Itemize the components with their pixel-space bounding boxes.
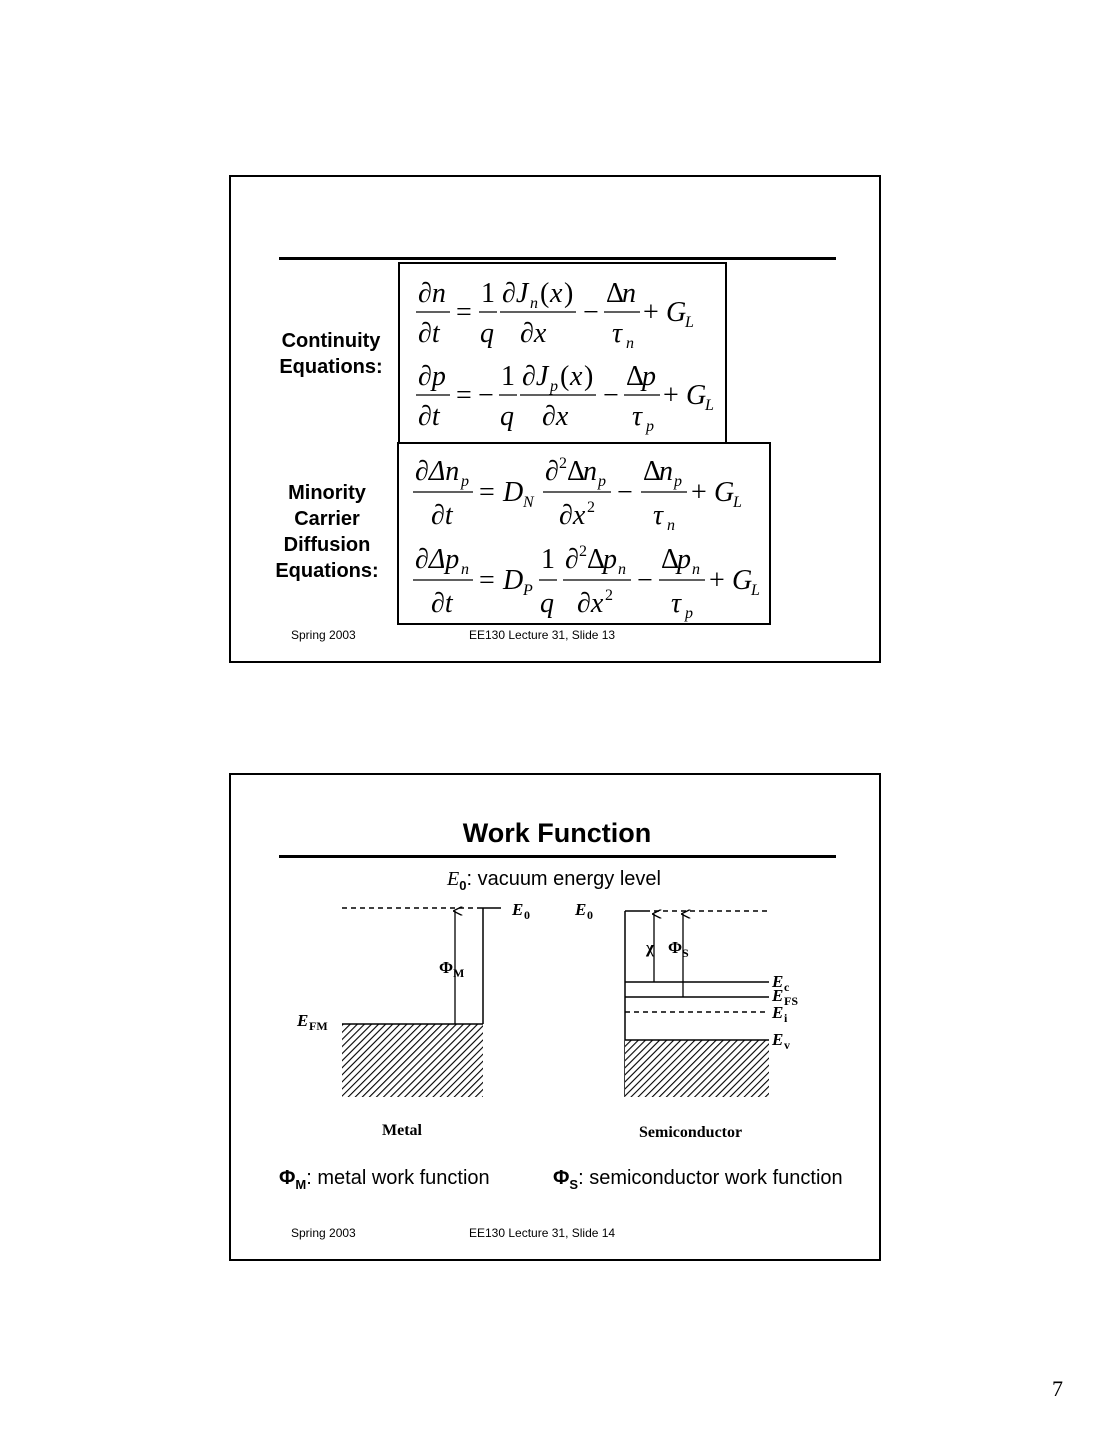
- continuity-label: Continuity Equations:: [279, 330, 383, 378]
- ec-subscript: c: [784, 980, 790, 994]
- slide-13: [229, 175, 881, 663]
- svg-text:q: q: [500, 401, 514, 432]
- svg-text:Δ: Δ: [626, 361, 645, 392]
- svg-text:=: =: [456, 380, 472, 411]
- chi-label: χ: [646, 938, 654, 957]
- svg-text:n: n: [692, 561, 700, 578]
- svg-text:∂x: ∂x: [542, 401, 569, 432]
- slide-14: [229, 773, 881, 1261]
- svg-text:p: p: [603, 544, 617, 575]
- svg-text:∂x: ∂x: [559, 500, 586, 531]
- svg-text:−: −: [603, 380, 619, 411]
- svg-text:n: n: [583, 456, 597, 487]
- phi-m-subscript: M: [295, 1177, 307, 1192]
- diffusion-label: Minority Carrier Diffusion Equations:: [275, 482, 379, 582]
- footer-slide-id: EE130 Lecture 31, Slide 13: [469, 628, 616, 642]
- svg-text:p: p: [685, 605, 693, 622]
- svg-text:p: p: [461, 473, 469, 490]
- svg-text:N: N: [523, 494, 534, 511]
- svg-text:n: n: [461, 561, 469, 578]
- diffusion-equations: [399, 444, 773, 627]
- svg-text:∂Δn: ∂Δn: [415, 456, 460, 487]
- svg-text:∂Δp: ∂Δp: [415, 544, 460, 575]
- svg-text:D: D: [503, 477, 524, 508]
- efs-subscript: FS: [784, 994, 799, 1008]
- svg-text:∂J: ∂J: [522, 361, 549, 392]
- metal-e0-subscript: 0: [524, 908, 530, 922]
- metal-label: Metal: [382, 1122, 422, 1139]
- title-rule: [279, 257, 836, 260]
- svg-text:τ: τ: [612, 318, 623, 349]
- svg-text:∂: ∂: [545, 456, 559, 487]
- svg-text:−: −: [583, 297, 599, 328]
- svg-text:x: x: [570, 361, 583, 392]
- svg-text:∂n: ∂n: [418, 278, 446, 309]
- ev-label: E: [772, 1030, 784, 1049]
- svg-text:Δ: Δ: [587, 544, 606, 575]
- slide-title: Work Function: [462, 818, 652, 848]
- svg-text:P: P: [523, 582, 533, 599]
- svg-text:G: G: [686, 380, 707, 411]
- vacuum-symbol: E: [447, 868, 460, 890]
- svg-text:n: n: [626, 335, 634, 352]
- semiconductor-label: Semiconductor: [639, 1124, 743, 1141]
- svg-text:2: 2: [559, 455, 567, 472]
- footer-date: Spring 2003: [291, 1226, 356, 1240]
- svg-text:n: n: [659, 456, 673, 487]
- phi-m-caption: [279, 1167, 490, 1192]
- phi-s-label: Φ: [668, 938, 683, 957]
- svg-text:1: 1: [541, 544, 555, 575]
- semi-e0-label: E: [575, 900, 587, 919]
- svg-text:): ): [564, 278, 574, 309]
- svg-text:(: (: [560, 361, 570, 392]
- footer-slide-id: EE130 Lecture 31, Slide 14: [469, 1226, 616, 1240]
- svg-text:D: D: [503, 565, 524, 596]
- svg-text:p: p: [674, 473, 682, 490]
- svg-text:=: =: [479, 477, 495, 508]
- svg-text:G: G: [714, 477, 735, 508]
- continuity-equations-box: [398, 262, 727, 444]
- svg-text:q: q: [540, 588, 554, 619]
- svg-text:1: 1: [501, 361, 515, 392]
- valence-band-filled: [625, 1040, 769, 1097]
- svg-text:+: +: [709, 565, 725, 596]
- svg-text:=: =: [479, 565, 495, 596]
- svg-text:−: −: [478, 380, 494, 411]
- phi-s-label-subscript: S: [682, 946, 689, 960]
- svg-text:G: G: [732, 565, 753, 596]
- svg-text:L: L: [705, 397, 714, 414]
- continuity-equations: [400, 264, 729, 446]
- svg-text:2: 2: [587, 499, 595, 516]
- phi-m-symbol: Φ: [279, 1167, 296, 1189]
- svg-text:∂t: ∂t: [431, 500, 453, 531]
- svg-text:Δ: Δ: [606, 278, 625, 309]
- svg-text:n: n: [667, 517, 675, 534]
- phi-m-text: : metal work function: [306, 1167, 490, 1189]
- diffusion-equations-box: [397, 442, 771, 625]
- svg-text:p: p: [642, 361, 656, 392]
- ec-label: E: [772, 972, 784, 991]
- svg-text:∂x: ∂x: [520, 318, 547, 349]
- svg-text:τ: τ: [671, 588, 682, 619]
- svg-text:L: L: [685, 314, 694, 331]
- efm-label: E: [297, 1011, 309, 1030]
- svg-text:L: L: [733, 494, 742, 511]
- svg-text:∂t: ∂t: [418, 401, 440, 432]
- ev-subscript: v: [784, 1038, 790, 1052]
- page-number: 7: [1052, 1376, 1063, 1401]
- svg-text:p: p: [677, 544, 691, 575]
- metal-e0-label: E: [512, 900, 524, 919]
- svg-text:L: L: [751, 582, 760, 599]
- svg-text:): ): [584, 361, 594, 392]
- svg-text:−: −: [617, 477, 633, 508]
- vacuum-text: : vacuum energy level: [466, 868, 661, 890]
- svg-text:Δ: Δ: [567, 456, 586, 487]
- svg-text:Δ: Δ: [643, 456, 662, 487]
- svg-text:∂p: ∂p: [418, 361, 446, 392]
- efs-label: E: [772, 986, 784, 1005]
- ei-subscript: i: [784, 1011, 788, 1025]
- svg-text:=: =: [456, 297, 472, 328]
- svg-text:n: n: [530, 295, 538, 312]
- footer-date: Spring 2003: [291, 628, 356, 642]
- svg-text:∂t: ∂t: [431, 588, 453, 619]
- svg-text:q: q: [480, 318, 494, 349]
- phi-s-symbol: Φ: [553, 1167, 570, 1189]
- svg-text:+: +: [691, 477, 707, 508]
- svg-text:n: n: [622, 278, 636, 309]
- svg-text:x: x: [550, 278, 563, 309]
- svg-text:2: 2: [605, 587, 613, 604]
- svg-text:∂x: ∂x: [577, 588, 604, 619]
- svg-text:+: +: [663, 380, 679, 411]
- svg-text:∂J: ∂J: [502, 278, 529, 309]
- svg-text:τ: τ: [653, 500, 664, 531]
- phi-s-text: : semiconductor work function: [578, 1167, 843, 1189]
- svg-text:∂t: ∂t: [418, 318, 440, 349]
- svg-text:Δ: Δ: [661, 544, 680, 575]
- svg-text:1: 1: [481, 278, 495, 309]
- svg-text:G: G: [666, 297, 687, 328]
- svg-text:n: n: [618, 561, 626, 578]
- phi-m-label-subscript: M: [453, 966, 465, 980]
- metal-filled-states: [342, 1024, 483, 1097]
- ei-label: E: [772, 1003, 784, 1022]
- svg-text:p: p: [646, 418, 654, 435]
- phi-s-caption: [553, 1167, 843, 1192]
- semi-e0-subscript: 0: [587, 908, 593, 922]
- svg-text:τ: τ: [632, 401, 643, 432]
- efm-subscript: FM: [309, 1019, 328, 1033]
- svg-text:−: −: [637, 565, 653, 596]
- svg-text:(: (: [540, 278, 550, 309]
- svg-text:∂: ∂: [565, 544, 579, 575]
- svg-text:2: 2: [579, 543, 587, 560]
- svg-text:p: p: [550, 378, 558, 395]
- svg-text:+: +: [643, 297, 659, 328]
- phi-s-subscript: S: [569, 1177, 579, 1192]
- svg-text:p: p: [598, 473, 606, 490]
- phi-m-label: Φ: [439, 958, 454, 977]
- vacuum-subscript: 0: [459, 878, 467, 893]
